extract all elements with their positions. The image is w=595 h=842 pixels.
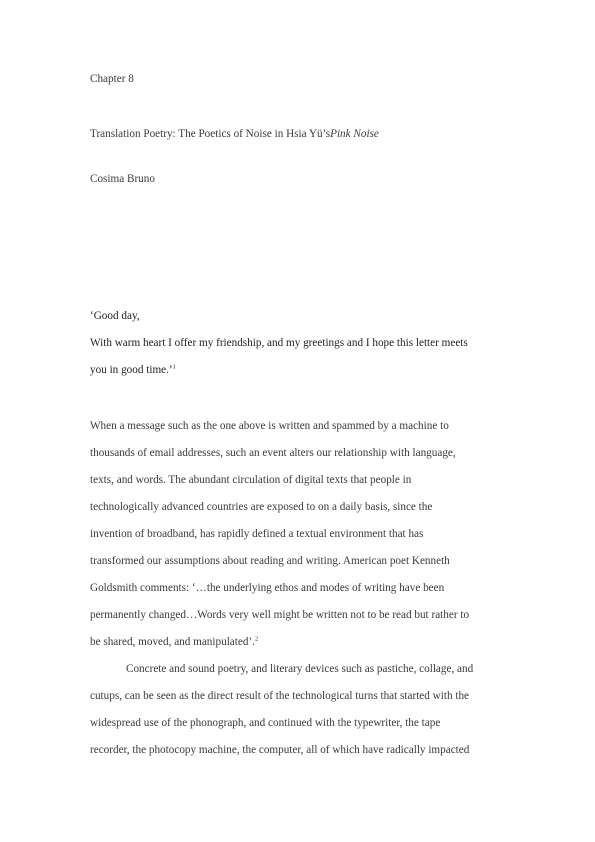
- body-line: [90, 446, 456, 460]
- body-line: [90, 554, 450, 568]
- body-line: [90, 716, 440, 730]
- chapter-title: [90, 127, 379, 141]
- body-text: texts, and words. The abundant circulation of digital texts that people in: [90, 474, 412, 486]
- body-line: [126, 662, 473, 676]
- footnote-ref-2[interactable]: 2: [254, 635, 259, 643]
- body-text: technologically advanced countries are exposed to on a daily basis, since the: [90, 501, 433, 513]
- body-text: thousands of email addresses, such an event alters our relationship with language,: [90, 447, 456, 459]
- title-italic-text: Pink Noise: [330, 128, 379, 140]
- body-text: When a message such as the one above is written and spammed by a machine to: [90, 420, 449, 432]
- body-line: [90, 419, 449, 433]
- epigraph-text: you in good time.’: [90, 364, 173, 376]
- body-text: widespread use of the phonograph, and continued with the typewriter, the tape: [90, 717, 441, 729]
- footnote-ref-1[interactable]: 1: [172, 363, 176, 371]
- title-main-text: Translation Poetry: The Poetics of Noise in Hsia Yü’s: [90, 128, 331, 140]
- epigraph-line-2: [90, 336, 468, 350]
- body-line: [90, 608, 469, 622]
- epigraph-line-1: [90, 309, 140, 323]
- body-line: [90, 743, 469, 757]
- body-text: transformed our assumptions about reading and writing. American poet Kenneth: [90, 555, 450, 567]
- epigraph-line-3: [90, 363, 176, 377]
- body-text: be shared, moved, and manipulated’.: [90, 636, 255, 648]
- body-line: [90, 581, 444, 595]
- body-line: [90, 635, 258, 649]
- body-line: [90, 689, 469, 703]
- body-text: recorder, the photocopy machine, the computer, all of which have radically impacted: [90, 744, 470, 756]
- body-line: [90, 473, 411, 487]
- body-line: [90, 527, 423, 541]
- body-line: [90, 500, 432, 514]
- body-text: invention of broadband, has rapidly defined a textual environment that has: [90, 528, 424, 540]
- chapter-text: Chapter 8: [90, 73, 134, 85]
- body-text: Goldsmith comments: ‘…the underlying ethos and modes of writing have been: [90, 582, 445, 594]
- epigraph-text: ‘Good day,: [90, 310, 140, 322]
- body-text: permanently changed…Words very well might be written not to be read but rather to: [90, 609, 470, 621]
- epigraph-text: With warm heart I offer my friendship, and my greetings and I hope this letter meets: [90, 337, 468, 349]
- chapter-label: [90, 72, 134, 86]
- body-text: cutups, can be seen as the direct result of the technological turns that started with the: [90, 690, 470, 702]
- author-text: Cosima Bruno: [90, 173, 155, 185]
- author-name: [90, 172, 155, 186]
- body-text: Concrete and sound poetry, and literary devices such as pastiche, collage, and: [126, 663, 474, 675]
